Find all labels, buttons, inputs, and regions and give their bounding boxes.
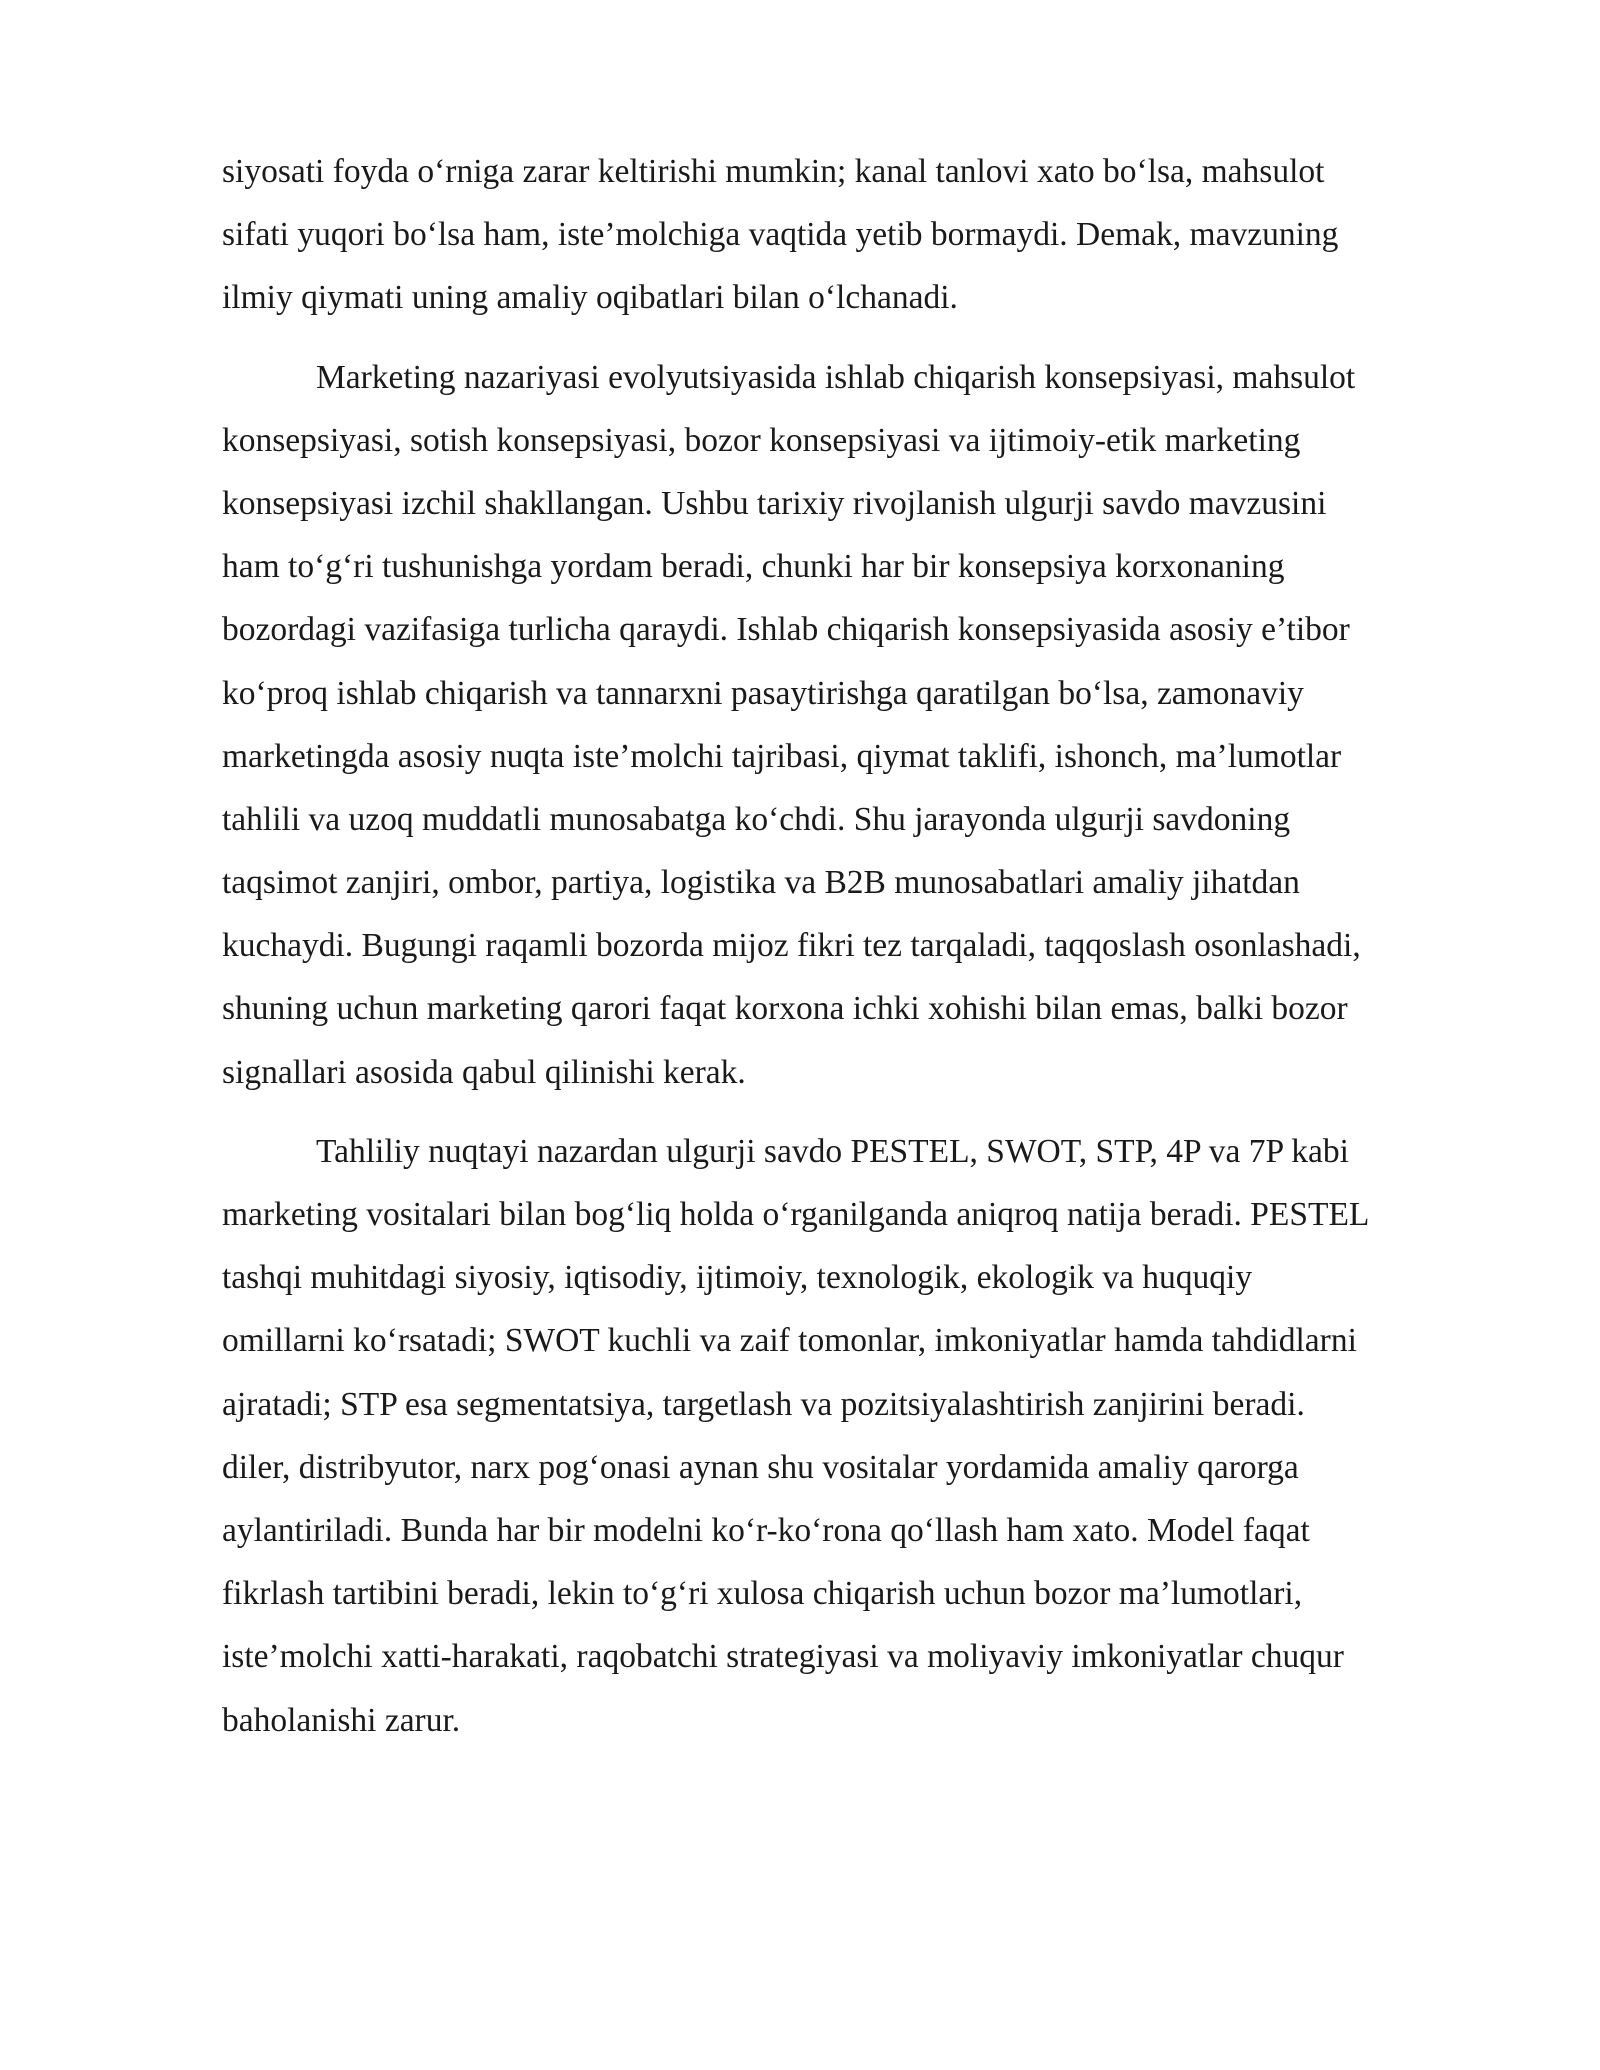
text-line: baholanishi zarur. [222,1701,461,1739]
text-line: aylantiriladi. Bunda har bir modelni ko‘r-ko‘rona qo‘llash ham xato. Model faqat [222,1511,1310,1549]
text-line: taqsimot zanjiri, ombor, partiya, logistika va B2B munosabatlari amaliy jihatdan [222,864,1300,902]
text-line: tashqi muhitdagi siyosiy, iqtisodiy, ijtimoiy, texnologik, ekologik va huquqiy [222,1259,1253,1297]
paragraph-3 [222,1120,1480,1752]
text-line: ham to‘g‘ri tushunishga yordam beradi, chunki har bir konsepsiya korxonaning [222,548,1285,586]
text-line: shuning uchun marketing qarori faqat korxona ichki xohishi bilan emas, balki bozor [222,990,1348,1028]
text-line: konsepsiyasi izchil shakllangan. Ushbu tarixiy rivojlanish ulgurji savdo mavzusini [222,484,1327,522]
text-line: iste’molchi xatti-harakati, raqobatchi strategiyasi va moliyaviy imkoniyatlar chuqur [222,1638,1344,1676]
text-line: fikrlash tartibini beradi, lekin to‘g‘ri xulosa chiqarish uchun bozor ma’lumotlari, [222,1575,1303,1613]
text-line: marketing vositalari bilan bog‘liq holda o‘rganilganda aniqroq natija beradi. PESTEL [222,1196,1370,1233]
text-line: bozordagi vazifasiga turlicha qaraydi. Ishlab chiqarish konsepsiyasida asosiy e’tibor [222,611,1350,649]
paragraph-1 [222,140,1480,330]
text-line: diler, distribyutor, narx pog‘onasi aynan shu vositalar yordamida amaliy qarorga [222,1448,1299,1486]
text-line: siyosati foyda o‘rniga zarar keltirishi mumkin; kanal tanlovi xato bo‘lsa, mahsulot [222,153,1325,190]
text-line: Marketing nazariyasi evolyutsiyasida ishlab chiqarish konsepsiyasi, mahsulot [316,358,1356,396]
text-line: omillarni ko‘rsatadi; SWOT kuchli va zaif tomonlar, imkoniyatlar hamda tahdidlarni [222,1322,1357,1360]
text-line: ilmiy qiymati uning amaliy oqibatlari bilan o‘lchanadi. [222,279,958,317]
text-line: tahlili va uzoq muddatli munosabatga ko‘chdi. Shu jarayonda ulgurji savdoning [222,800,1291,838]
text-line: ko‘proq ishlab chiqarish va tannarxni pasaytirishga qaratilgan bo‘lsa, zamonaviy [222,674,1304,712]
text-line: marketingda asosiy nuqta iste’molchi tajribasi, qiymat taklifi, ishonch, ma’lumotlar [222,737,1342,775]
text-line: ajratadi; STP esa segmentatsiya, targetlash va pozitsiyalashtirish zanjirini beradi. [222,1385,1305,1423]
text-line: signallari asosida qabul qilinishi kerak. [222,1053,746,1091]
text-line: kuchaydi. Bugungi raqamli bozorda mijoz fikri tez tarqaladi, taqqoslash osonlashadi, [222,927,1361,965]
text-line: sifati yuqori bo‘lsa ham, iste’molchiga vaqtida yetib bormaydi. Demak, mavzuning [222,216,1339,254]
text-line: Tahliliy nuqtayi nazardan ulgurji savdo PESTEL, SWOT, STP, 4P va 7P kabi [316,1132,1349,1170]
paragraph-2 [222,346,1480,1104]
text-line: konsepsiyasi, sotish konsepsiyasi, bozor konsepsiyasi va ijtimoiy-etik marketing [222,421,1301,459]
body-text [222,140,1480,1768]
